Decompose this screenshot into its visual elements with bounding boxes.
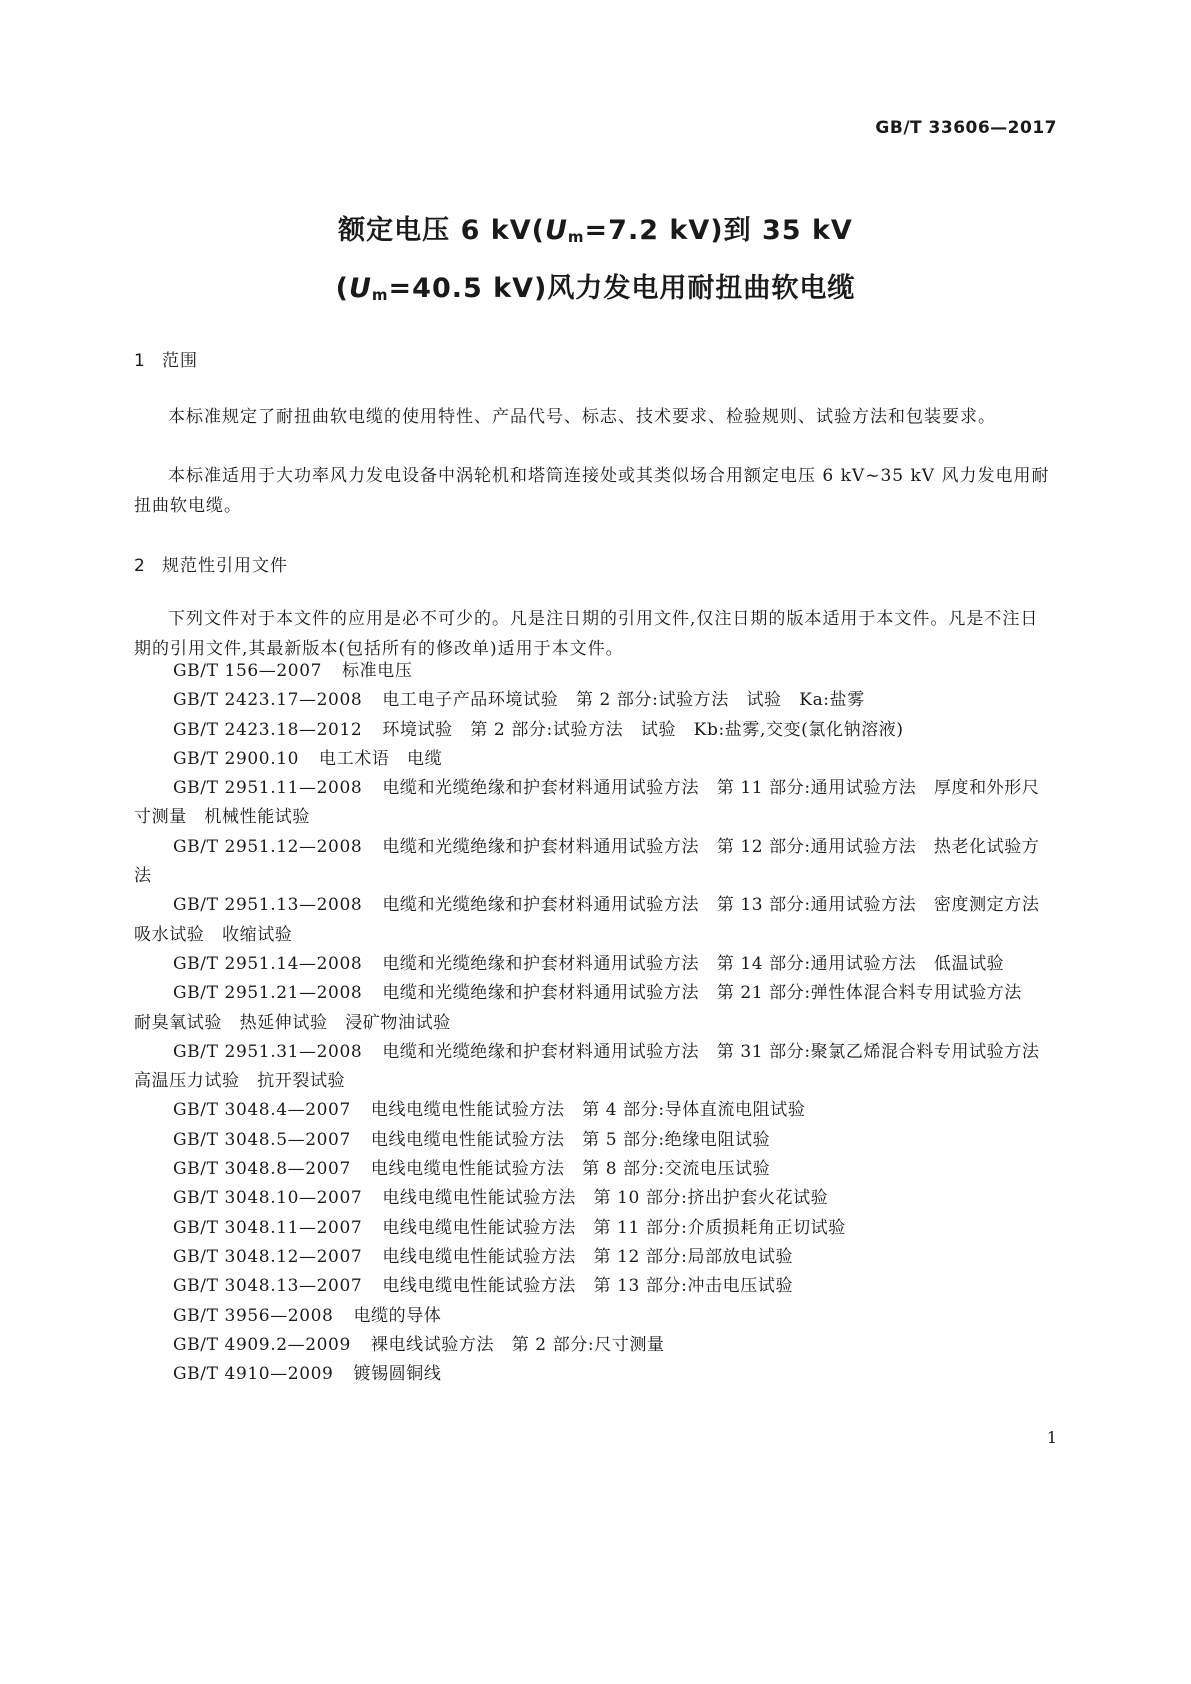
reference-code: GB/T 2900.10 [173,748,300,769]
reference-item [134,1360,1054,1389]
reference-item [134,774,1054,833]
reference-title: 电线电缆电性能试验方法 第 10 部分:挤出护套火花试验 [382,1188,829,1209]
reference-title: 电缆和光缆绝缘和护套材料通用试验方法 第 11 部分:通用试验方法 厚度和外形尺寸测量 机械性能试验 [134,778,1040,828]
section-1-heading [134,346,198,371]
reference-title: 电线电缆电性能试验方法 第 11 部分:介质损耗角正切试验 [382,1217,846,1238]
reference-code: GB/T 3048.12—2007 [173,1246,363,1267]
reference-code: GB/T 2951.13—2008 [173,895,363,916]
reference-code: GB/T 156—2007 [173,661,323,681]
page-number: 1 [1046,1428,1057,1447]
reference-item [134,1243,1054,1272]
reference-item [134,1184,1054,1213]
reference-code: GB/T 3048.4—2007 [173,1100,351,1121]
section-title: 规范性引用文件 [162,556,288,576]
reference-code: GB/T 3048.10—2007 [173,1188,363,1209]
reference-item [134,979,1054,1038]
reference-item [134,1331,1054,1360]
reference-title: 电工术语 电缆 [319,748,443,769]
reference-title: 电缆和光缆绝缘和护套材料通用试验方法 第 14 部分:通用试验方法 低温试验 [382,953,1005,974]
section-number: 2 [134,556,146,576]
reference-item [134,686,1054,715]
reference-title: 标准电压 [342,661,413,681]
reference-item [134,950,1054,979]
reference-item [134,1214,1054,1243]
reference-title: 电线电缆电性能试验方法 第 12 部分:局部放电试验 [382,1246,794,1267]
reference-code: GB/T 3048.8—2007 [173,1159,351,1180]
section-2-heading [134,551,288,576]
scope-paragraph-1: 本标准规定了耐扭曲软电缆的使用特性、产品代号、标志、技术要求、检验规则、试验方法和包装要求。 [168,407,996,427]
reference-code: GB/T 2951.11—2008 [173,778,363,799]
reference-item [134,745,1054,774]
reference-title: 电线电缆电性能试验方法 第 13 部分:冲击电压试验 [382,1276,794,1297]
reference-item [134,1038,1058,1097]
reference-item [134,1272,1054,1301]
reference-code: GB/T 3048.11—2007 [173,1217,363,1238]
reference-code: GB/T 4910—2009 [173,1364,334,1385]
reference-code: GB/T 2423.18—2012 [173,719,363,740]
reference-title: 电线电缆电性能试验方法 第 4 部分:导体直流电阻试验 [370,1100,806,1121]
reference-item [134,1126,1054,1155]
reference-item [134,1302,1054,1331]
reference-title: 电线电缆电性能试验方法 第 8 部分:交流电压试验 [370,1159,771,1180]
reference-title: 裸电线试验方法 第 2 部分:尺寸测量 [370,1334,665,1355]
reference-code: GB/T 3956—2008 [173,1305,334,1326]
reference-code: GB/T 4909.2—2009 [173,1334,351,1355]
reference-title: 电缆和光缆绝缘和护套材料通用试验方法 第 31 部分:聚氯乙烯混合料专用试验方法 高温压力试验 抗开裂试验 [134,1041,1058,1092]
title-line-1: 额定电压 6 $kV(U_m=7.2$ kV)到 35 kV [338,215,853,246]
reference-code: GB/T 2423.17—2008 [173,690,363,711]
reference-title: 电缆和光缆绝缘和护套材料通用试验方法 第 21 部分:弹性体混合料专用试验方法 耐臭氧试验 热延伸试验 浸矿物油试验 [134,983,1040,1033]
title-line-2: ($U_m=40.5$ kV)风力发电用耐扭曲软电缆 [335,273,856,304]
reference-title: 环境试验 第 2 部分:试验方法 试验 Kb:盐雾,交变(氯化钠溶液) [382,719,904,740]
reference-item [134,1096,1054,1125]
section-number: 1 [134,351,146,371]
reference-item [134,833,1054,892]
reference-title: 电工电子产品环境试验 第 2 部分:试验方法 试验 Ka:盐雾 [382,690,865,711]
scope-paragraph-2: 本标准适用于大功率风力发电设备中涡轮机和塔筒连接处或其类似场合用额定电压 6 kV~35 kV 风力发电用耐扭曲软电缆。 [134,466,1050,516]
reference-item [134,657,1054,686]
reference-code: GB/T 2951.12—2008 [173,836,363,857]
reference-code: GB/T 2951.31—2008 [173,1041,363,1062]
document-title [0,205,1191,321]
reference-item [134,891,1058,950]
reference-code: GB/T 3048.5—2007 [173,1129,351,1150]
standard-code: GB/T 33606—2017 [875,118,1057,138]
reference-title: 电缆和光缆绝缘和护套材料通用试验方法 第 12 部分:通用试验方法 热老化试验方法 [134,836,1040,887]
reference-code: GB/T 3048.13—2007 [173,1276,363,1297]
section-title: 范围 [162,351,198,371]
reference-code: GB/T 2951.14—2008 [173,953,363,974]
reference-list [134,657,1058,1389]
references-intro: 下列文件对于本文件的应用是必不可少的。凡是注日期的引用文件,仅注日期的版本适用于本文件。凡是不注日期的引用文件,其最新版本(包括所有的修改单)适用于本文件。 [134,609,1039,659]
reference-item [134,1155,1054,1184]
reference-code: GB/T 2951.21—2008 [173,983,363,1004]
reference-title: 镀锡圆铜线 [353,1364,442,1385]
reference-title: 电缆和光缆绝缘和护套材料通用试验方法 第 13 部分:通用试验方法 密度测定方法 吸水试验 收缩试验 [134,895,1058,945]
reference-title: 电缆的导体 [353,1305,442,1326]
reference-title: 电线电缆电性能试验方法 第 5 部分:绝缘电阻试验 [370,1129,771,1150]
reference-item [134,716,1054,745]
